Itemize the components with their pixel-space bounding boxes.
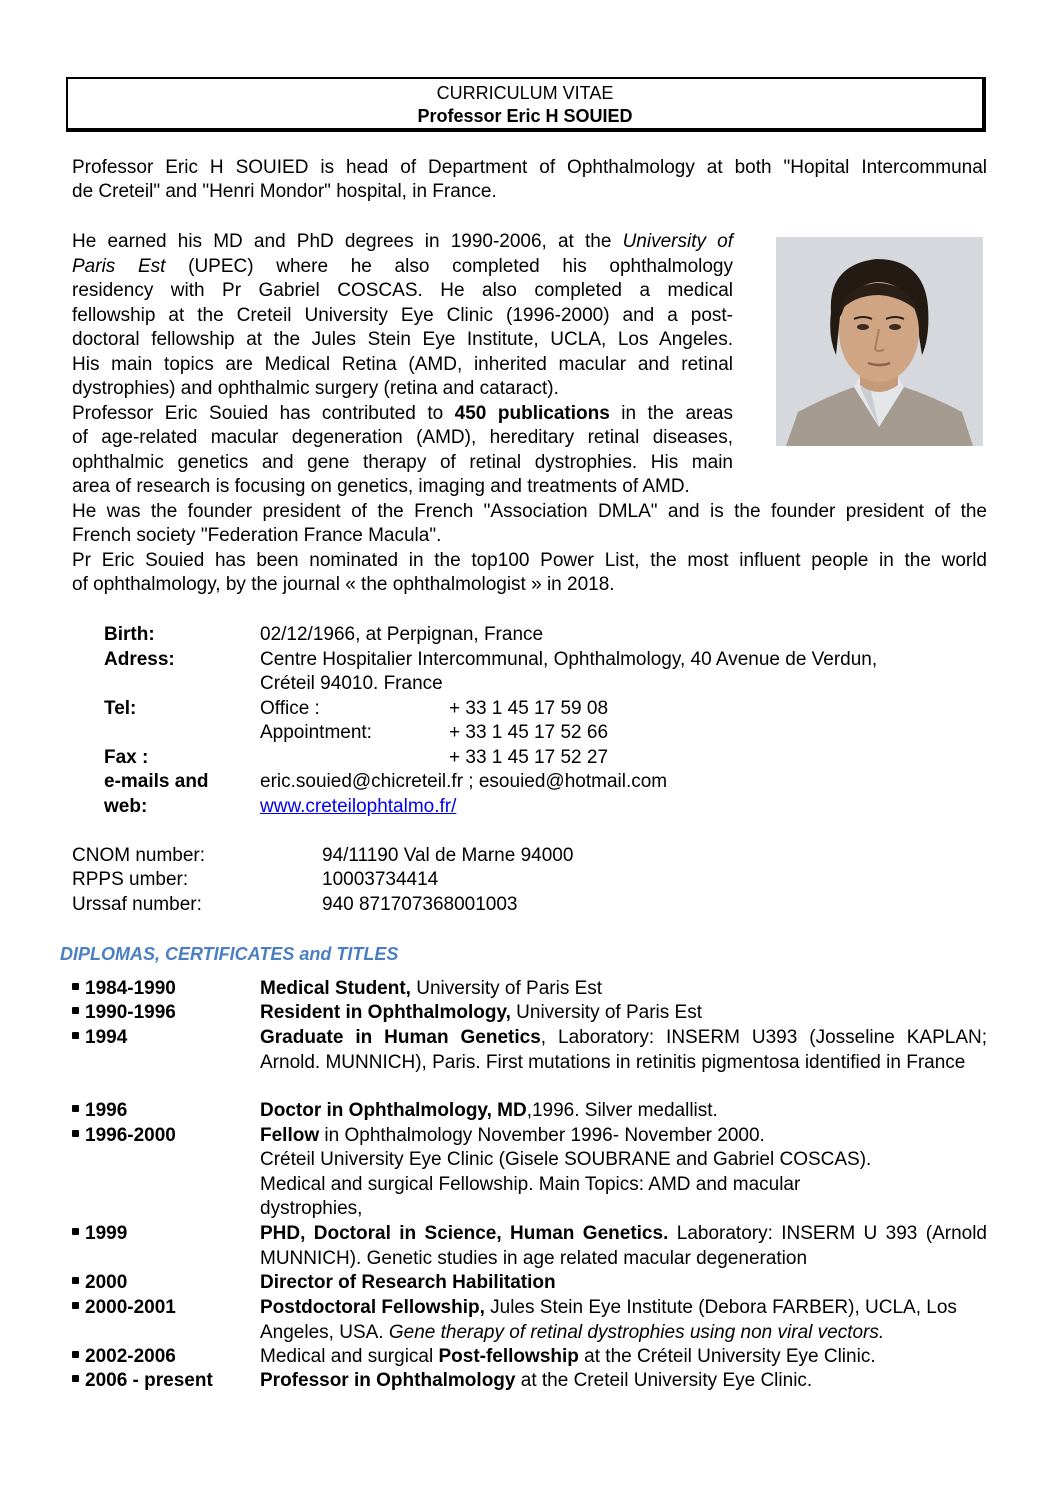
bio-line-12: He was the founder president of the French "Association DMLA" and is the founder president of the xyxy=(72,501,987,522)
diplomas-section-title: DIPLOMAS, CERTIFICATES and TITLES xyxy=(60,944,399,964)
bio-line-5: doctoral fellowship at the Jules Stein Eye Institute, UCLA, Los Angeles. xyxy=(72,329,733,350)
diploma-year-8: 2000-2001 xyxy=(72,1296,176,1321)
address-line-2: Créteil 94010. France xyxy=(260,673,443,694)
bio-line-2: Paris Est (UPEC) where he also completed his ophthalmology xyxy=(72,256,733,277)
intro-line-1: Professor Eric H SOUIED is head of Department of Ophthalmology at both "Hopital Intercommunal xyxy=(72,157,987,178)
bullet-icon xyxy=(72,1302,79,1309)
title-box xyxy=(66,77,986,132)
bullet-icon xyxy=(72,1351,79,1358)
diploma-year-2: 1990-1996 xyxy=(72,1001,176,1026)
bullet-icon xyxy=(72,1277,79,1284)
fax-label: Fax : xyxy=(104,747,149,768)
diploma-entry-7: Director of Research Habilitation xyxy=(260,1272,556,1293)
bio-line-3: residency with Pr Gabriel COSCAS. He also completed a medical xyxy=(72,280,733,301)
emails-label: e-mails and xyxy=(104,771,209,792)
bio-line-9: of age-related macular degeneration (AMD), hereditary retinal diseases, xyxy=(72,427,733,448)
birth-value: 02/12/1966, at Perpignan, France xyxy=(260,624,544,645)
diploma-entry-2: Resident in Ophthalmology, University of Paris Est xyxy=(260,1002,702,1023)
bio-line-7: dystrophies) and ophthalmic surgery (retina and cataract). xyxy=(72,378,559,399)
portrait-photo xyxy=(776,237,983,446)
diploma-entry-5-line-2: Créteil University Eye Clinic (Gisele SOUBRANE and Gabriel COSCAS). xyxy=(260,1149,872,1170)
emails-value: eric.souied@chicreteil.fr ; esouied@hotmail.com xyxy=(260,771,668,792)
diploma-entry-5: Fellow in Ophthalmology November 1996- November 2000. xyxy=(260,1125,765,1146)
rpps-label: RPPS umber: xyxy=(72,869,189,890)
birth-label: Birth: xyxy=(104,624,155,645)
diploma-year-3: 1994 xyxy=(72,1026,127,1051)
web-label: web: xyxy=(104,796,148,817)
intro-line-2: de Creteil" and "Henri Mondor" hospital, in France. xyxy=(72,181,497,202)
diploma-entry-3: Graduate in Human Genetics, Laboratory: INSERM U393 (Josseline KAPLAN; Arnold. MUNNICH), Paris. First mutations in retinitis pigmentosa identified in France xyxy=(260,1027,987,1073)
bio-line-13: French society "Federation France Macula". xyxy=(72,525,442,546)
diploma-year-9: 2002-2006 xyxy=(72,1345,176,1370)
cnom-label: CNOM number: xyxy=(72,845,206,866)
website-link[interactable]: www.creteilophtalmo.fr/ xyxy=(260,796,457,817)
cv-name: Professor Eric H SOUIED xyxy=(417,106,633,126)
bullet-icon xyxy=(72,1007,79,1014)
address-label: Adress: xyxy=(104,649,175,670)
diploma-year-6: 1999 xyxy=(72,1222,127,1247)
bullet-icon xyxy=(72,1228,79,1235)
bio-line-11: area of research is focusing on genetics, imaging and treatments of AMD. xyxy=(72,476,690,497)
diploma-entry-5-line-3: Medical and surgical Fellowship. Main Topics: AMD and macular xyxy=(260,1174,801,1195)
bullet-icon xyxy=(72,1375,79,1382)
bio-line-8: Professor Eric Souied has contributed to 450 publications in the areas xyxy=(72,403,733,424)
bio-line-6: His main topics are Medical Retina (AMD, inherited macular and retinal xyxy=(72,354,733,375)
cnom-value: 94/11190 Val de Marne 94000 xyxy=(322,845,574,866)
bullet-icon xyxy=(72,1130,79,1137)
office-phone: + 33 1 45 17 59 08 xyxy=(449,698,609,719)
urssaf-label: Urssaf number: xyxy=(72,894,202,915)
diploma-entry-6: PHD, Doctoral in Science, Human Genetics. Laboratory: INSERM U 393 (Arnold MUNNICH). Genetic studies in age related macular degeneration xyxy=(260,1223,988,1269)
address-line-1: Centre Hospitalier Intercommunal, Ophthalmology, 40 Avenue de Verdun, xyxy=(260,649,878,670)
diploma-entry-9: Medical and surgical Post-fellowship at the Créteil University Eye Clinic. xyxy=(260,1346,876,1367)
diploma-year-5: 1996-2000 xyxy=(72,1124,176,1149)
rpps-value: 10003734414 xyxy=(322,869,439,890)
diploma-entry-10: Professor in Ophthalmology at the Creteil University Eye Clinic. xyxy=(260,1370,813,1391)
bullet-icon xyxy=(72,983,79,990)
bio-line-1: He earned his MD and PhD degrees in 1990-2006, at the University of xyxy=(72,231,733,252)
tel-label: Tel: xyxy=(104,698,137,719)
fax-number: + 33 1 45 17 52 27 xyxy=(449,747,609,768)
diploma-entry-5-line-4: dystrophies, xyxy=(260,1198,363,1219)
diploma-entry-4: Doctor in Ophthalmology, MD,1996. Silver medallist. xyxy=(260,1100,718,1121)
appointment-label: Appointment: xyxy=(260,722,372,743)
cv-heading: CURRICULUM VITAE xyxy=(436,83,614,103)
bullet-icon xyxy=(72,1032,79,1039)
bio-line-4: fellowship at the Creteil University Eye Clinic (1996-2000) and a post- xyxy=(72,305,733,326)
diploma-year-10: 2006 - present xyxy=(72,1369,213,1394)
diploma-year-7: 2000 xyxy=(72,1271,127,1296)
diploma-year-4: 1996 xyxy=(72,1099,127,1124)
bullet-icon xyxy=(72,1105,79,1112)
diploma-entry-8: Postdoctoral Fellowship, Jules Stein Eye Institute (Debora FARBER), UCLA, Los Angeles, USA. Gene therapy of retinal dystrophies using non viral vectors. xyxy=(260,1297,957,1343)
bio-line-10: ophthalmic genetics and gene therapy of retinal dystrophies. His main xyxy=(72,452,733,473)
appointment-phone: + 33 1 45 17 52 66 xyxy=(449,722,609,743)
bio-line-15: of ophthalmology, by the journal « the ophthalmologist » in 2018. xyxy=(72,574,615,595)
urssaf-value: 940 871707368001003 xyxy=(322,894,518,915)
diploma-entry-1: Medical Student, University of Paris Est xyxy=(260,978,603,999)
office-label: Office : xyxy=(260,698,320,719)
diploma-year-1: 1984-1990 xyxy=(72,977,176,1002)
bio-line-14: Pr Eric Souied has been nominated in the top100 Power List, the most influent people in the world xyxy=(72,550,987,571)
